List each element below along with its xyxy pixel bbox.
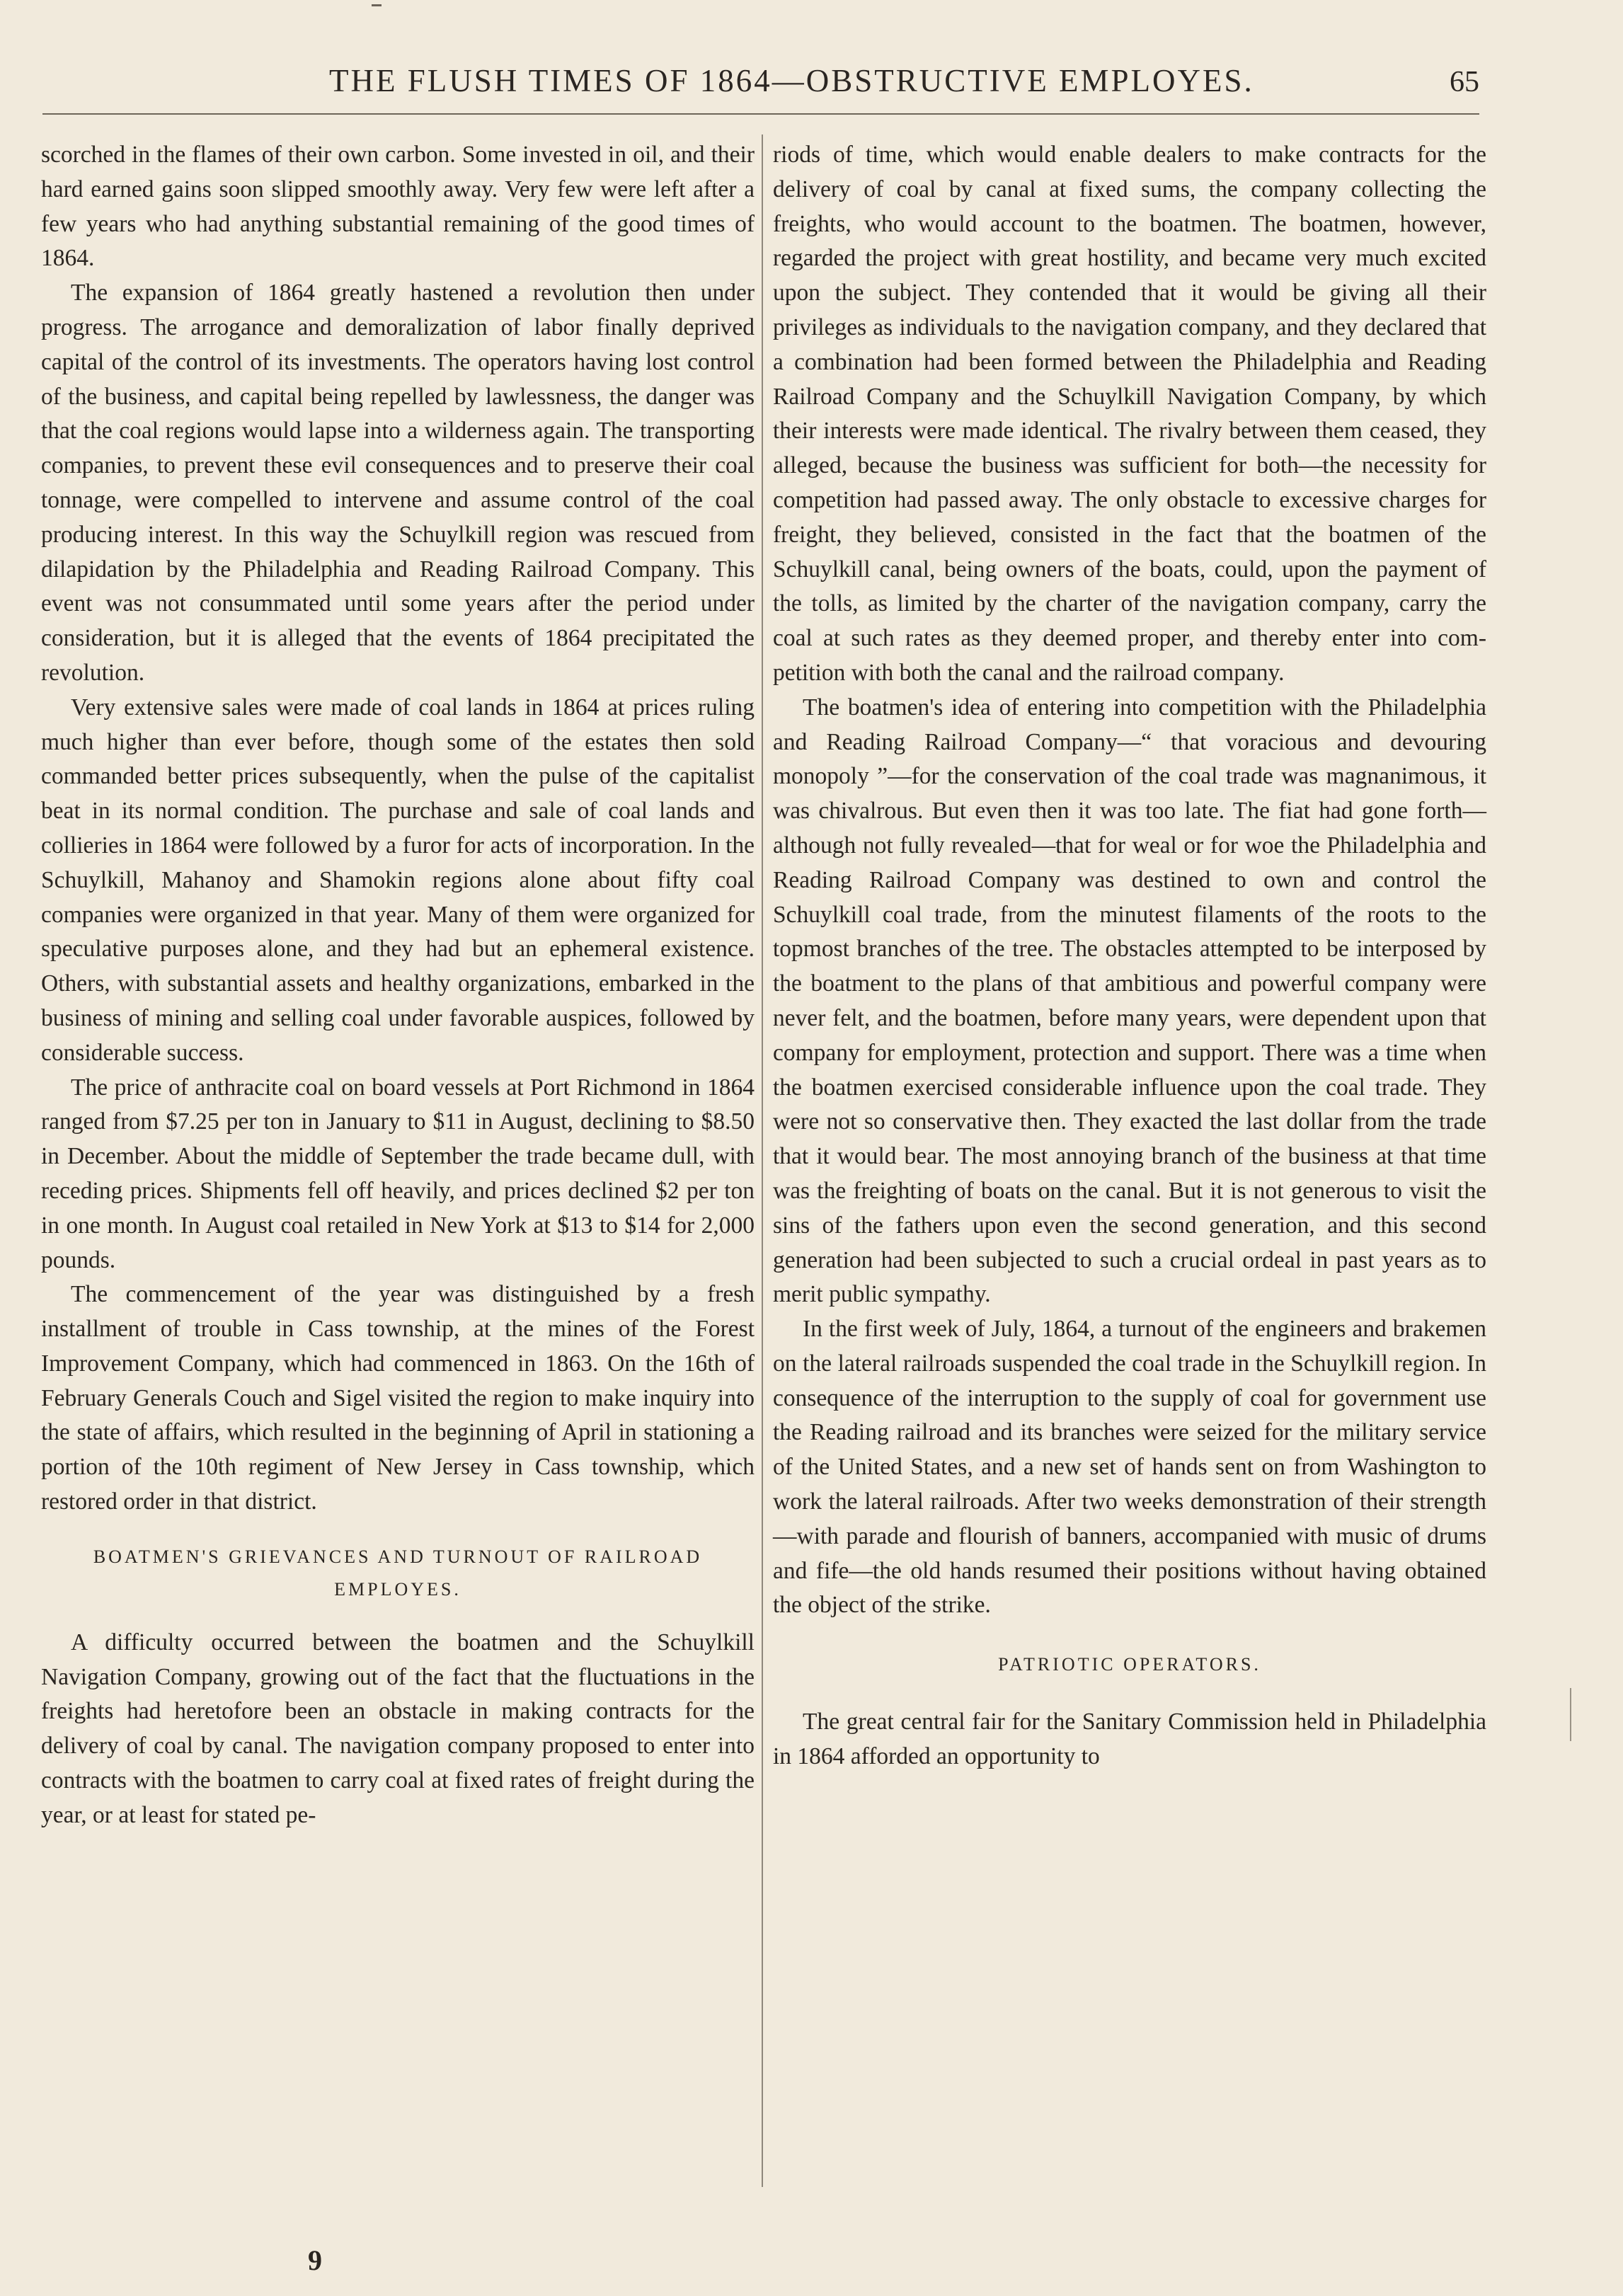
paragraph: The boatmen's idea of entering into competition with the Philadelphia and Reading Railroad Company—“ that voracious and devouring monopoly ”—for the conservation of the coal trade was magnanimous, it was chivalrous. But even then it was too late. The fiat had gone forth—although not fully revealed—that for weal or for woe the Philadelphia and Reading Railroad Company was destined to own and control the Schuylkill coal trade, from the minutest filaments of the roots to the topmost branches of the tree. The obstacles attempted to be interposed by the boatment to the plans of that ambitious and powerful company were never felt, and the boatmen, before many years, were dependent upon that company for employment, protection and support. There was a time when the boatmen exercised considerable influence upon the coal trade. They were not so conservative then. They exacted the last dollar from the trade that it would bear. The most annoying branch of the business at that time was the freighting of boats on the canal. But it is not generous to visit the sins of the fathers upon even the second generation, and this second generation had been subjected to such a crucial ordeal in past years as to merit public sympathy. [773,694,1486,1308]
paragraph: The price of anthracite coal on board vessels at Port Richmond in 1864 ranged from $7.25 per ton in January to $11 in August, declining to $8.50 in December. About the middle of September the trade became dull, with receding prices. Shipments fell off heavily, and prices declined $2 per ton in one month. In August coal retailed in New York at $13 to $14 for 2,000 pounds. [41,1074,755,1273]
paragraph: The great central fair for the Sanitary Commission held in Philadelphia in 1864 afforded an opportunity to [773,1709,1486,1770]
signature-mark: 9 [308,2244,322,2276]
paragraph: A difficulty occurred between the boatmen and the Schuylkill Navigation Company, growing out of the fact that the fluctuations in the freights had heretofore been an obstacle in making contracts for the delivery of coal by canal. The navigation company proposed to enter into contracts with the boatmen to carry coal at fixed rates of freight during the year, or at least for stated pe- [41,1629,755,1828]
paragraph: riods of time, which would enable dealers to make contracts for the delivery of coal by canal at fixed sums, the company collecting the freights, who would account to the boatmen. The boatmen, however, regarded the project with great hostility, and became very much excited upon the subject. They contended that it would be giving all their privileges as individuals to the navigation company, and they declared that a combination had been formed between the Philadelphia and Reading Railroad Company and the Schuylkill Navigation Company, by which their interests were made identical. The rivalry between them ceased, they alleged, because the business was sufficient for both—the necessity for competition had passed away. The only obstacle to excessive charges for freight, they believed, consisted in the fact that the boatmen of the Schuylkill canal, being owners of the boats, could, upon the payment of the tolls, as limited by the charter of the navigation company, carry the coal at such rates as they deemed proper, and thereby enter into competition with both the canal and the railroad company. [773,142,1486,686]
left-column [41,138,755,1833]
paragraph: The expansion of 1864 greatly hastened a revolution then under progress. The arrogance and demoralization of labor finally deprived capital of the control of its investments. The operators having lost control of the business, and capital being repelled by lawlessness, the danger was that the coal regions would lapse into a wilderness again. The transporting companies, to prevent these evil consequences and to preserve their coal tonnage, were compelled to intervene and assume control of the coal producing interest. In this way the Schuylkill region was rescued from dilapidation by the Philadelphia and Reading Railroad Company. This event was not consummated until some years after the period under consideration, but it is alleged that the events of 1864 precipitated the revolution. [41,280,755,686]
paragraph: In the first week of July, 1864, a turnout of the engineers and brakemen on the lateral railroads suspended the coal trade in the Schuylkill region. In consequence of the interruption to the supply of coal for government use the Reading railroad and its branches were seized for the military service of the United States, and a new set of hands sent on from Washington to work the lateral railroads. After two weeks demonstration of their strength—with parade and flourish of banners, accompanied with music of drums and fife—the old hands resumed their positions without having obtained the object of the strike. [773,1316,1486,1619]
running-title: THE FLUSH TIMES OF 1864—OBSTRUCTIVE EMPLOYES. [329,63,1254,98]
top-edge-mark [372,4,382,6]
header-rule [42,113,1479,115]
page-header [42,57,1479,106]
section-heading-patriotic: PATRIOTIC OPERATORS. [998,1654,1261,1675]
right-column [773,138,1486,1774]
section-heading-boatmen: BOATMEN'S GRIEVANCES AND TURNOUT OF RAILROAD EMPLOYES. [93,1546,703,1600]
margin-mark [1570,1688,1571,1741]
paragraph: Very extensive sales were made of coal lands in 1864 at prices ruling much higher than ever before, though some of the estates then sold commanded better prices subsequently, when the pulse of the capitalist beat in its normal condition. The purchase and sale of coal lands and collieries in 1864 were followed by a furor for acts of incorporation. In the Schuylkill, Mahanoy and Shamokin regions alone about fifty coal companies were organized in that year. Many of them were organized for speculative purposes alone, and they had but an ephemeral existence. Others, with substantial assets and healthy organizations, embarked in the business of mining and selling coal under favorable auspices, followed by considerable success. [41,694,755,1066]
page-number: 65 [1450,66,1479,98]
paragraph: scorched in the flames of their own carbon. Some invested in oil, and their hard earned gains soon slipped smoothly away. Very few were left after a few years who had anything substantial remaining of the good times of 1864. [41,142,755,272]
paragraph: The commencement of the year was distinguished by a fresh installment of trouble in Cass township, at the mines of the Forest Improvement Company, which had commenced in 1863. On the 16th of February Generals Couch and Sigel visited the region to make inquiry into the state of affairs, which resulted in the beginning of April in stationing a portion of the 10th regiment of New Jersey in Cass township, which restored order in that district. [41,1281,755,1515]
column-divider [762,134,763,2187]
